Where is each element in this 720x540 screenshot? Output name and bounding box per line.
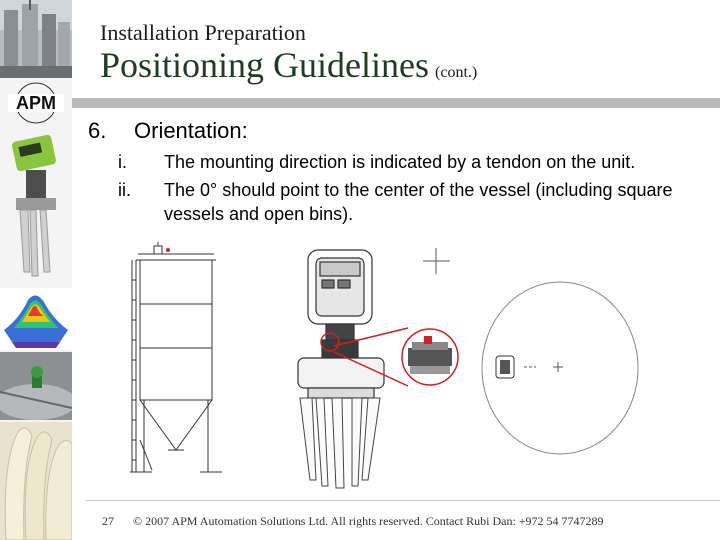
surface-plot-image	[0, 288, 72, 350]
title-suffix: (cont.)	[435, 64, 478, 81]
slide-title	[100, 44, 477, 86]
page-number: 27	[102, 514, 114, 528]
silo-drawing	[128, 240, 224, 480]
section-number: 6.	[88, 118, 107, 143]
list-item-marker: i.	[118, 152, 127, 172]
tank-top-photo	[0, 352, 72, 420]
footer-rule	[86, 500, 720, 501]
list-item-marker: ii.	[118, 180, 131, 200]
factory-silos-photo	[0, 0, 72, 78]
copyright-notice: © 2007 APM Automation Solutions Ltd. All rights reserved. Contact Rubi Dan: +972 54 7747289	[133, 514, 604, 528]
slide-subtitle: Installation Preparation	[100, 20, 306, 45]
vessel-top-view	[420, 244, 646, 484]
scanner-device-photo	[0, 132, 72, 282]
tendon-marker-icon	[166, 248, 170, 252]
header-rule	[72, 98, 720, 108]
slide-title-text: Positioning Guidelines	[100, 45, 430, 85]
apm-logo	[6, 82, 66, 124]
section-heading: Orientation:	[134, 118, 248, 143]
svg-text:APM: APM	[16, 93, 56, 113]
device-top-view-icon	[496, 356, 536, 378]
sidebar-image-strip	[0, 0, 72, 540]
list-item-text: The 0° should point to the center of the vessel (including square vessels and open bins).	[164, 180, 673, 224]
list-item-text: The mounting direction is indicated by a tendon on the unit.	[164, 152, 636, 172]
pipes-photo	[0, 422, 72, 540]
